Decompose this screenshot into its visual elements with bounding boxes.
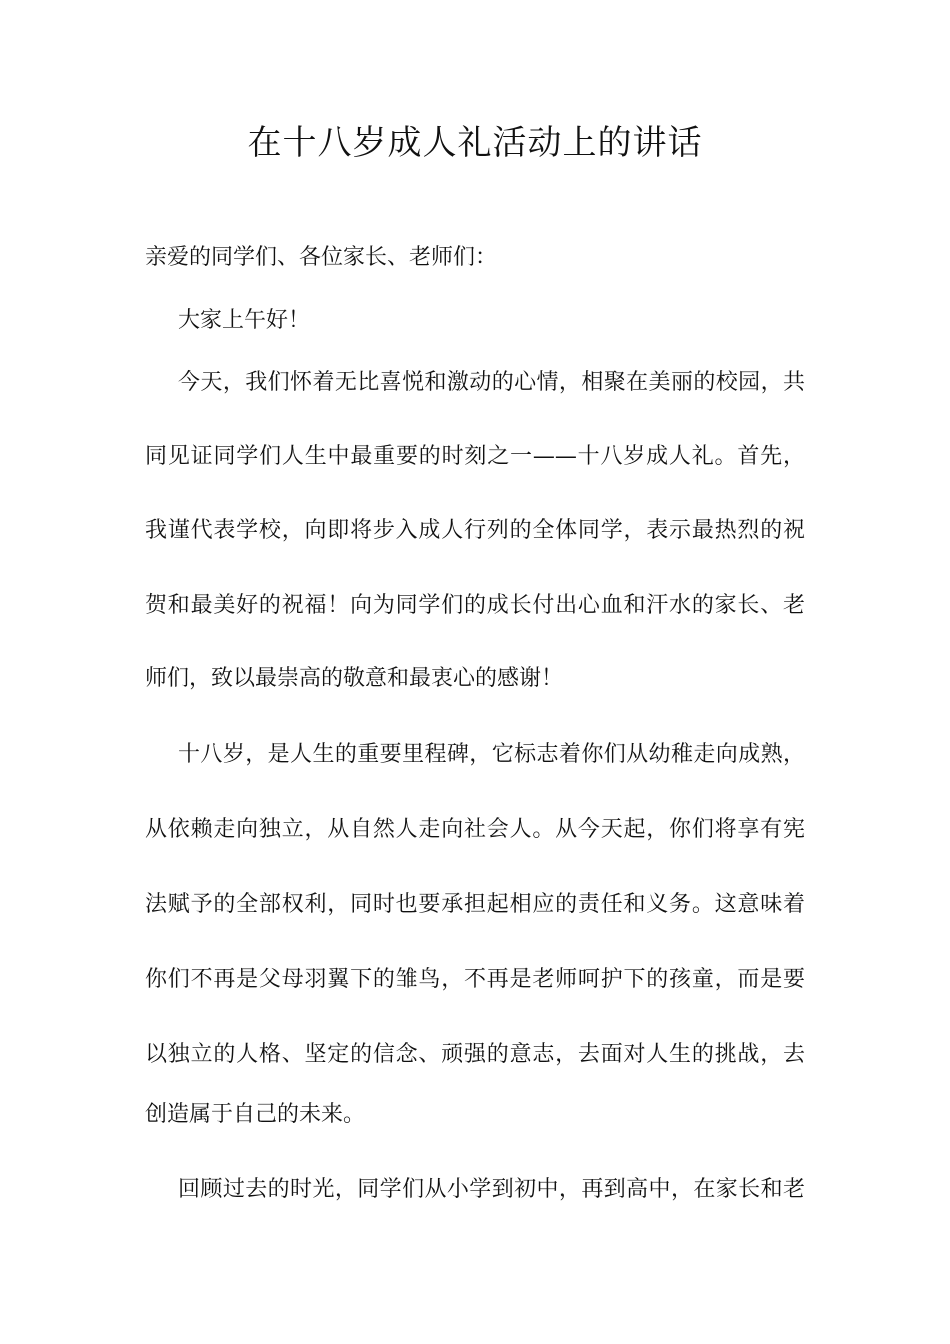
paragraph-line: 我谨代表学校，向即将步入成人行列的全体同学，表示最热烈的祝 (145, 518, 805, 543)
paragraph-line: 十八岁，是人生的重要里程碑，它标志着你们从幼稚走向成熟， (178, 742, 805, 767)
greeting: 大家上午好！ (178, 308, 311, 333)
salutation: 亲爱的同学们、各位家长、老师们： (145, 245, 498, 270)
paragraph-line: 创造属于自己的未来。 (145, 1102, 366, 1127)
paragraph-line: 师们，致以最崇高的敬意和最衷心的感谢！ (145, 666, 564, 691)
document-title: 在十八岁成人礼活动上的讲话 (247, 123, 703, 163)
paragraph-line: 贺和最美好的祝福！向为同学们的成长付出心血和汗水的家长、老 (145, 593, 805, 618)
paragraph-line: 回顾过去的时光，同学们从小学到初中，再到高中，在家长和老 (178, 1177, 805, 1202)
paragraph-line: 同见证同学们人生中最重要的时刻之一——十八岁成人礼。首先， (145, 444, 805, 469)
paragraph-line: 从依赖走向独立，从自然人走向社会人。从今天起，你们将享有宪 (145, 817, 805, 842)
paragraph-line: 法赋予的全部权利，同时也要承担起相应的责任和义务。这意味着 (145, 892, 805, 917)
paragraph-line: 今天，我们怀着无比喜悦和激动的心情，相聚在美丽的校园，共 (178, 370, 805, 395)
paragraph-line: 你们不再是父母羽翼下的雏鸟，不再是老师呵护下的孩童，而是要 (145, 967, 805, 992)
paragraph-line: 以独立的人格、坚定的信念、顽强的意志，去面对人生的挑战，去 (145, 1042, 805, 1067)
